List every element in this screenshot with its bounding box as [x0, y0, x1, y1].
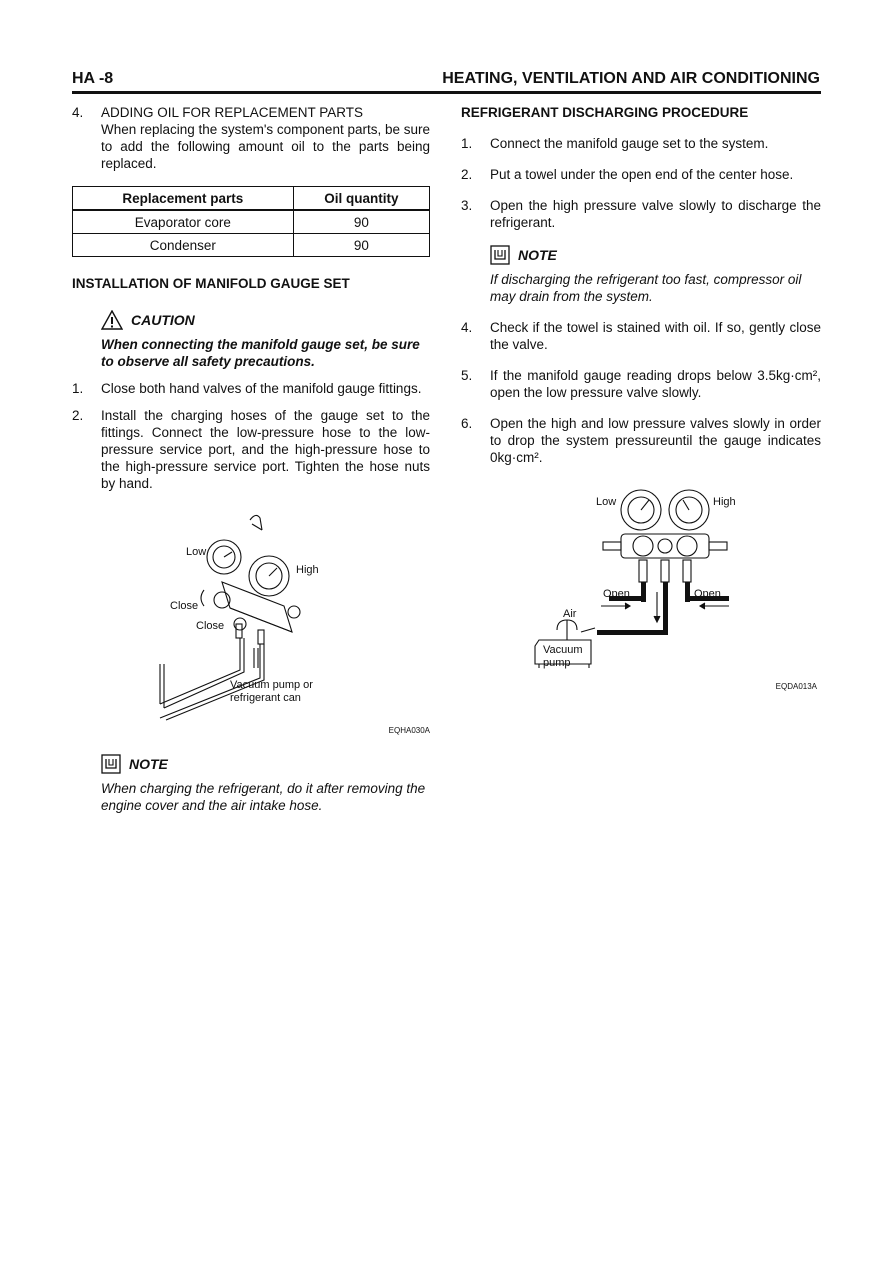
low-gauge-label: Low — [596, 496, 617, 508]
note-box-left — [101, 754, 430, 814]
table-row — [73, 234, 430, 257]
note-box-right — [490, 245, 821, 305]
note-title-row — [101, 754, 430, 774]
section-title: HEATING, VENTILATION AND AIR CONDITIONING — [442, 70, 820, 87]
caution-icon — [101, 310, 123, 330]
page-number: HA -8 — [72, 70, 114, 87]
discharge-step-3 — [461, 197, 821, 231]
step-title: ADDING OIL FOR REPLACEMENT PARTS — [101, 105, 364, 120]
table-cell: 90 — [293, 210, 429, 234]
note-icon — [490, 245, 510, 265]
caution-title: CAUTION — [131, 311, 195, 328]
step-text: Check if the towel is stained with oil. If so, gently close the valve. — [490, 320, 821, 352]
figure-code: EQDA013A — [775, 682, 817, 691]
note-title: NOTE — [518, 246, 557, 263]
pump-label-1: Vacuum pump or — [230, 679, 313, 691]
table-row — [73, 210, 430, 234]
figure-code: EQHA030A — [388, 726, 430, 735]
step-4-adding-oil — [72, 104, 430, 172]
note-text: When charging the refrigerant, do it after removing the engine cover and the air intake hose. — [101, 781, 426, 813]
close-label-2: Close — [196, 620, 225, 632]
note-text: If discharging the refrigerant too fast, compressor oil may drain from the system. — [490, 272, 802, 304]
step-number: 1. — [72, 381, 84, 396]
table-header-row — [73, 187, 430, 211]
discharge-step-2 — [461, 166, 821, 183]
table-cell: Evaporator core — [73, 210, 294, 234]
discharge-step-5 — [461, 367, 821, 401]
discharge-figure — [461, 480, 821, 700]
column-header: Replacement parts — [73, 187, 294, 211]
note-title: NOTE — [129, 755, 168, 772]
step-number: 4. — [72, 105, 84, 120]
table-cell: 90 — [293, 234, 429, 257]
step-text: Put a towel under the open end of the center hose. — [490, 167, 794, 182]
install-heading: INSTALLATION OF MANIFOLD GAUGE SET — [72, 276, 350, 291]
step-number: 2. — [72, 408, 84, 423]
install-step-1 — [72, 380, 430, 397]
caution-title-row — [101, 310, 430, 330]
step-number: 5. — [461, 368, 473, 383]
pump-label-2: refrigerant can — [230, 692, 301, 704]
install-step-2 — [72, 407, 430, 492]
air-label: Air — [563, 608, 577, 620]
low-gauge-label: Low — [186, 546, 207, 558]
discharge-illustration — [461, 480, 821, 700]
discharge-step-6 — [461, 415, 821, 466]
discharge-step-4 — [461, 319, 821, 353]
manifold-gauge-figure — [72, 502, 430, 735]
step-text: Open the high pressure valve slowly to discharge the refrigerant. — [490, 198, 821, 230]
step-number: 3. — [461, 198, 473, 213]
caution-text: When connecting the manifold gauge set, be sure to observe all safety precautions. — [101, 337, 420, 369]
step-number: 1. — [461, 136, 473, 151]
oil-quantity-table — [72, 186, 430, 257]
right-column — [461, 104, 821, 700]
vacuum-label: Vacuum — [543, 644, 583, 656]
left-column — [72, 104, 430, 814]
step-number: 2. — [461, 167, 473, 182]
header-rule — [72, 91, 821, 94]
step-text: Open the high and low pressure valves slowly in order to drop the system pressureuntil the gauge indicates 0kg·cm². — [490, 416, 821, 465]
caution-box — [101, 310, 430, 370]
step-number: 4. — [461, 320, 473, 335]
step-number: 6. — [461, 416, 473, 431]
discharge-heading: REFRIGERANT DISCHARGING PROCEDURE — [461, 105, 749, 120]
pump-label: pump — [543, 657, 571, 669]
discharge-step-1 — [461, 135, 821, 152]
step-text: Install the charging hoses of the gauge set to the fittings. Connect the low-pressure hose to the low-pressure service port, and the high-pressure hose to the high-pressure service port. Tighten the hose nuts by hand. — [101, 408, 430, 491]
open-label-2: Open — [694, 588, 721, 600]
note-title-row — [490, 245, 821, 265]
table-cell: Condenser — [73, 234, 294, 257]
high-gauge-label: High — [713, 496, 736, 508]
open-label-1: Open — [603, 588, 630, 600]
step-text: When replacing the system's component parts, be sure to add the following amount oil to the parts being replaced. — [101, 122, 430, 171]
close-label-1: Close — [170, 600, 199, 612]
step-text: If the manifold gauge reading drops below 3.5kg·cm², open the low pressure valve slowly. — [490, 368, 821, 400]
step-text: Connect the manifold gauge set to the system. — [490, 136, 769, 151]
step-text: Close both hand valves of the manifold gauge fittings. — [101, 381, 422, 396]
column-header: Oil quantity — [293, 187, 429, 211]
note-icon — [101, 754, 121, 774]
high-gauge-label: High — [296, 564, 319, 576]
